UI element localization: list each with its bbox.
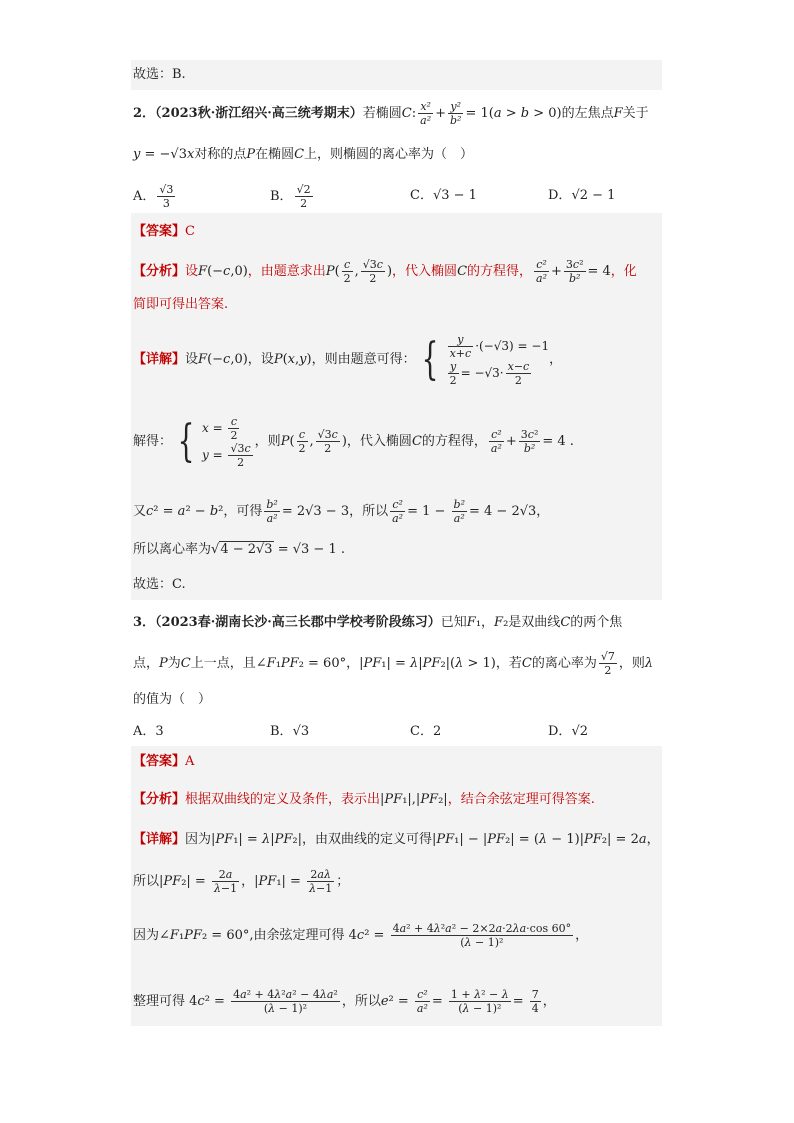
q2-analysis-cont: 简即可得出答案. <box>133 297 229 312</box>
q2-text: 若椭圆 <box>362 106 402 121</box>
q2-stem-line1: 2．（2023秋·浙江绍兴·高三统考期末）若椭圆C: $\frac{\text{x²}}{\text{a²}}$ + $\frac{\text{y²}}{\text{b²}}$ = 1(a > b > 0)的左焦点F关于 <box>133 100 649 127</box>
q2-solve: 解得： { x = $\frac{c}{2}$ y = $\frac{√3c}{2}$ ，则P( $\frac{c}{2}$ , $\frac{√3c}{2}$ )，代入椭圆C的方程得， $\frac{\text{c²}}{\text{a²}}$ + $\frac{\text{3c²}}{\text{b²}}$ = 4 . <box>133 414 574 469</box>
q2-text: 对称的点 <box>194 147 247 162</box>
q3-stem-line2: 点，P为C上一点，且∠F₁PF₂ = 60°，|PF₁| = λ|PF₂|(λ > 1)，若C的离心率为 $\frac{√7}{2}$ ，则λ <box>133 650 654 677</box>
q2-stem-line2: y = −√3x对称的点P在椭圆C上，则椭圆的离心率为（ ） <box>133 147 474 162</box>
q3-arrange: 整理可得 4c² = $\frac{\text{4a² + 4λ²a² − 4λa²}}{\text{(λ − 1)²}}$ ，所以e² = $\frac{\text{c²}}{\text{a²}}$ = $\frac{\text{1 + λ² − λ}}{\text{(λ − 1)²}}$ = $\frac{7}{4}$ ， <box>133 988 556 1015</box>
q3-option-c: C．2 <box>410 724 442 739</box>
q3-number: 3． <box>133 615 156 630</box>
q2-also: 又c² = a² − b²，可得 $\frac{\text{b²}}{\text{a²}}$ = 2√3 − 3，所以 $\frac{\text{c²}}{\text{a²}}$ = 1 − $\frac{\text{b²}}{\text{a²}}$ = 4 − 2√3， <box>133 498 550 525</box>
q3-source: （2023春·湖南长沙·高三长郡中学校考阶段练习） <box>155 615 441 630</box>
q3-detail: 【详解】因为|PF₁| = λ|PF₂|，由双曲线的定义可得|PF₁| − |PF₂| = (λ − 1)|PF₂| = 2a， <box>133 832 660 847</box>
q2-number: 2． <box>133 106 156 121</box>
q2-option-b: B． $\frac{√2}{2}$ <box>270 183 311 210</box>
q2-source: （2023秋·浙江绍兴·高三统考期末） <box>155 106 363 121</box>
q3-so: 所以|PF₂| = $\frac{2a}{\lambda-1}$ ，|PF₁| = $\frac{2a\lambda}{\lambda-1}$ ； <box>133 868 350 895</box>
q2-option-a: A． $\frac{√3}{3}$ <box>133 183 174 210</box>
q2-text: 的左焦点 <box>561 106 614 121</box>
q3-option-a: A．3 <box>133 724 164 739</box>
q2-answer: 【答案】C <box>133 224 195 239</box>
q3-option-d: D．√2 <box>548 724 588 739</box>
q3-answer: 【答案】A <box>133 754 195 769</box>
q2-eccentricity: 所以离心率为√4 − 2√3 = √3 − 1 . <box>133 542 345 557</box>
q3-stem-line1: 3．（2023春·湖南长沙·高三长郡中学校考阶段练习）已知F₁，F₂是双曲线C的两个焦 <box>133 615 623 630</box>
q3-because: 因为∠F₁PF₂ = 60°,由余弦定理可得 4c² = $\frac{\text{4a² + 4λ²a² − 2×2a·2λa·cos 60°}}{\text{(λ − 1)²}}$ ， <box>133 922 589 949</box>
q2-text: 在椭圆 <box>255 147 295 162</box>
answer-block-shade <box>131 60 662 90</box>
prev-final-answer: 故选：B. <box>133 67 186 82</box>
q2-final: 故选：C. <box>133 577 186 592</box>
q2-option-c: C．√3 − 1 <box>410 188 477 203</box>
q2-option-d: D．√2 − 1 <box>548 188 616 203</box>
q3-analysis: 【分析】根据双曲线的定义及条件，表示出|PF₁|,|PF₂|，结合余弦定理可得答案. <box>133 792 595 807</box>
q2-detail: 【详解】设F(−c,0)，设P(x,y)，则由题意可得： { $\frac{y}{x+c}$ ·(−√3) = −1 $\frac{y}{2}$ = −√3· $\frac{x-c}{2}$ ， <box>133 332 563 387</box>
q3-stem-line3: 的值为（ ） <box>133 692 212 707</box>
q2-text: 上，则椭圆的离心率为（ ） <box>304 147 474 162</box>
q2-text: 关于 <box>622 106 649 121</box>
q3-option-b: B．√3 <box>270 724 310 739</box>
q2-analysis: 【分析】设F(−c,0)，由题意求出P( $\frac{c}{2}$ , $\frac{√3c}{2}$ )，代入椭圆C的方程得， $\frac{\text{c²}}{\text{a²}}$ + $\frac{\text{3c²}}{\text{b²}}$ = 4，化 <box>133 258 637 285</box>
